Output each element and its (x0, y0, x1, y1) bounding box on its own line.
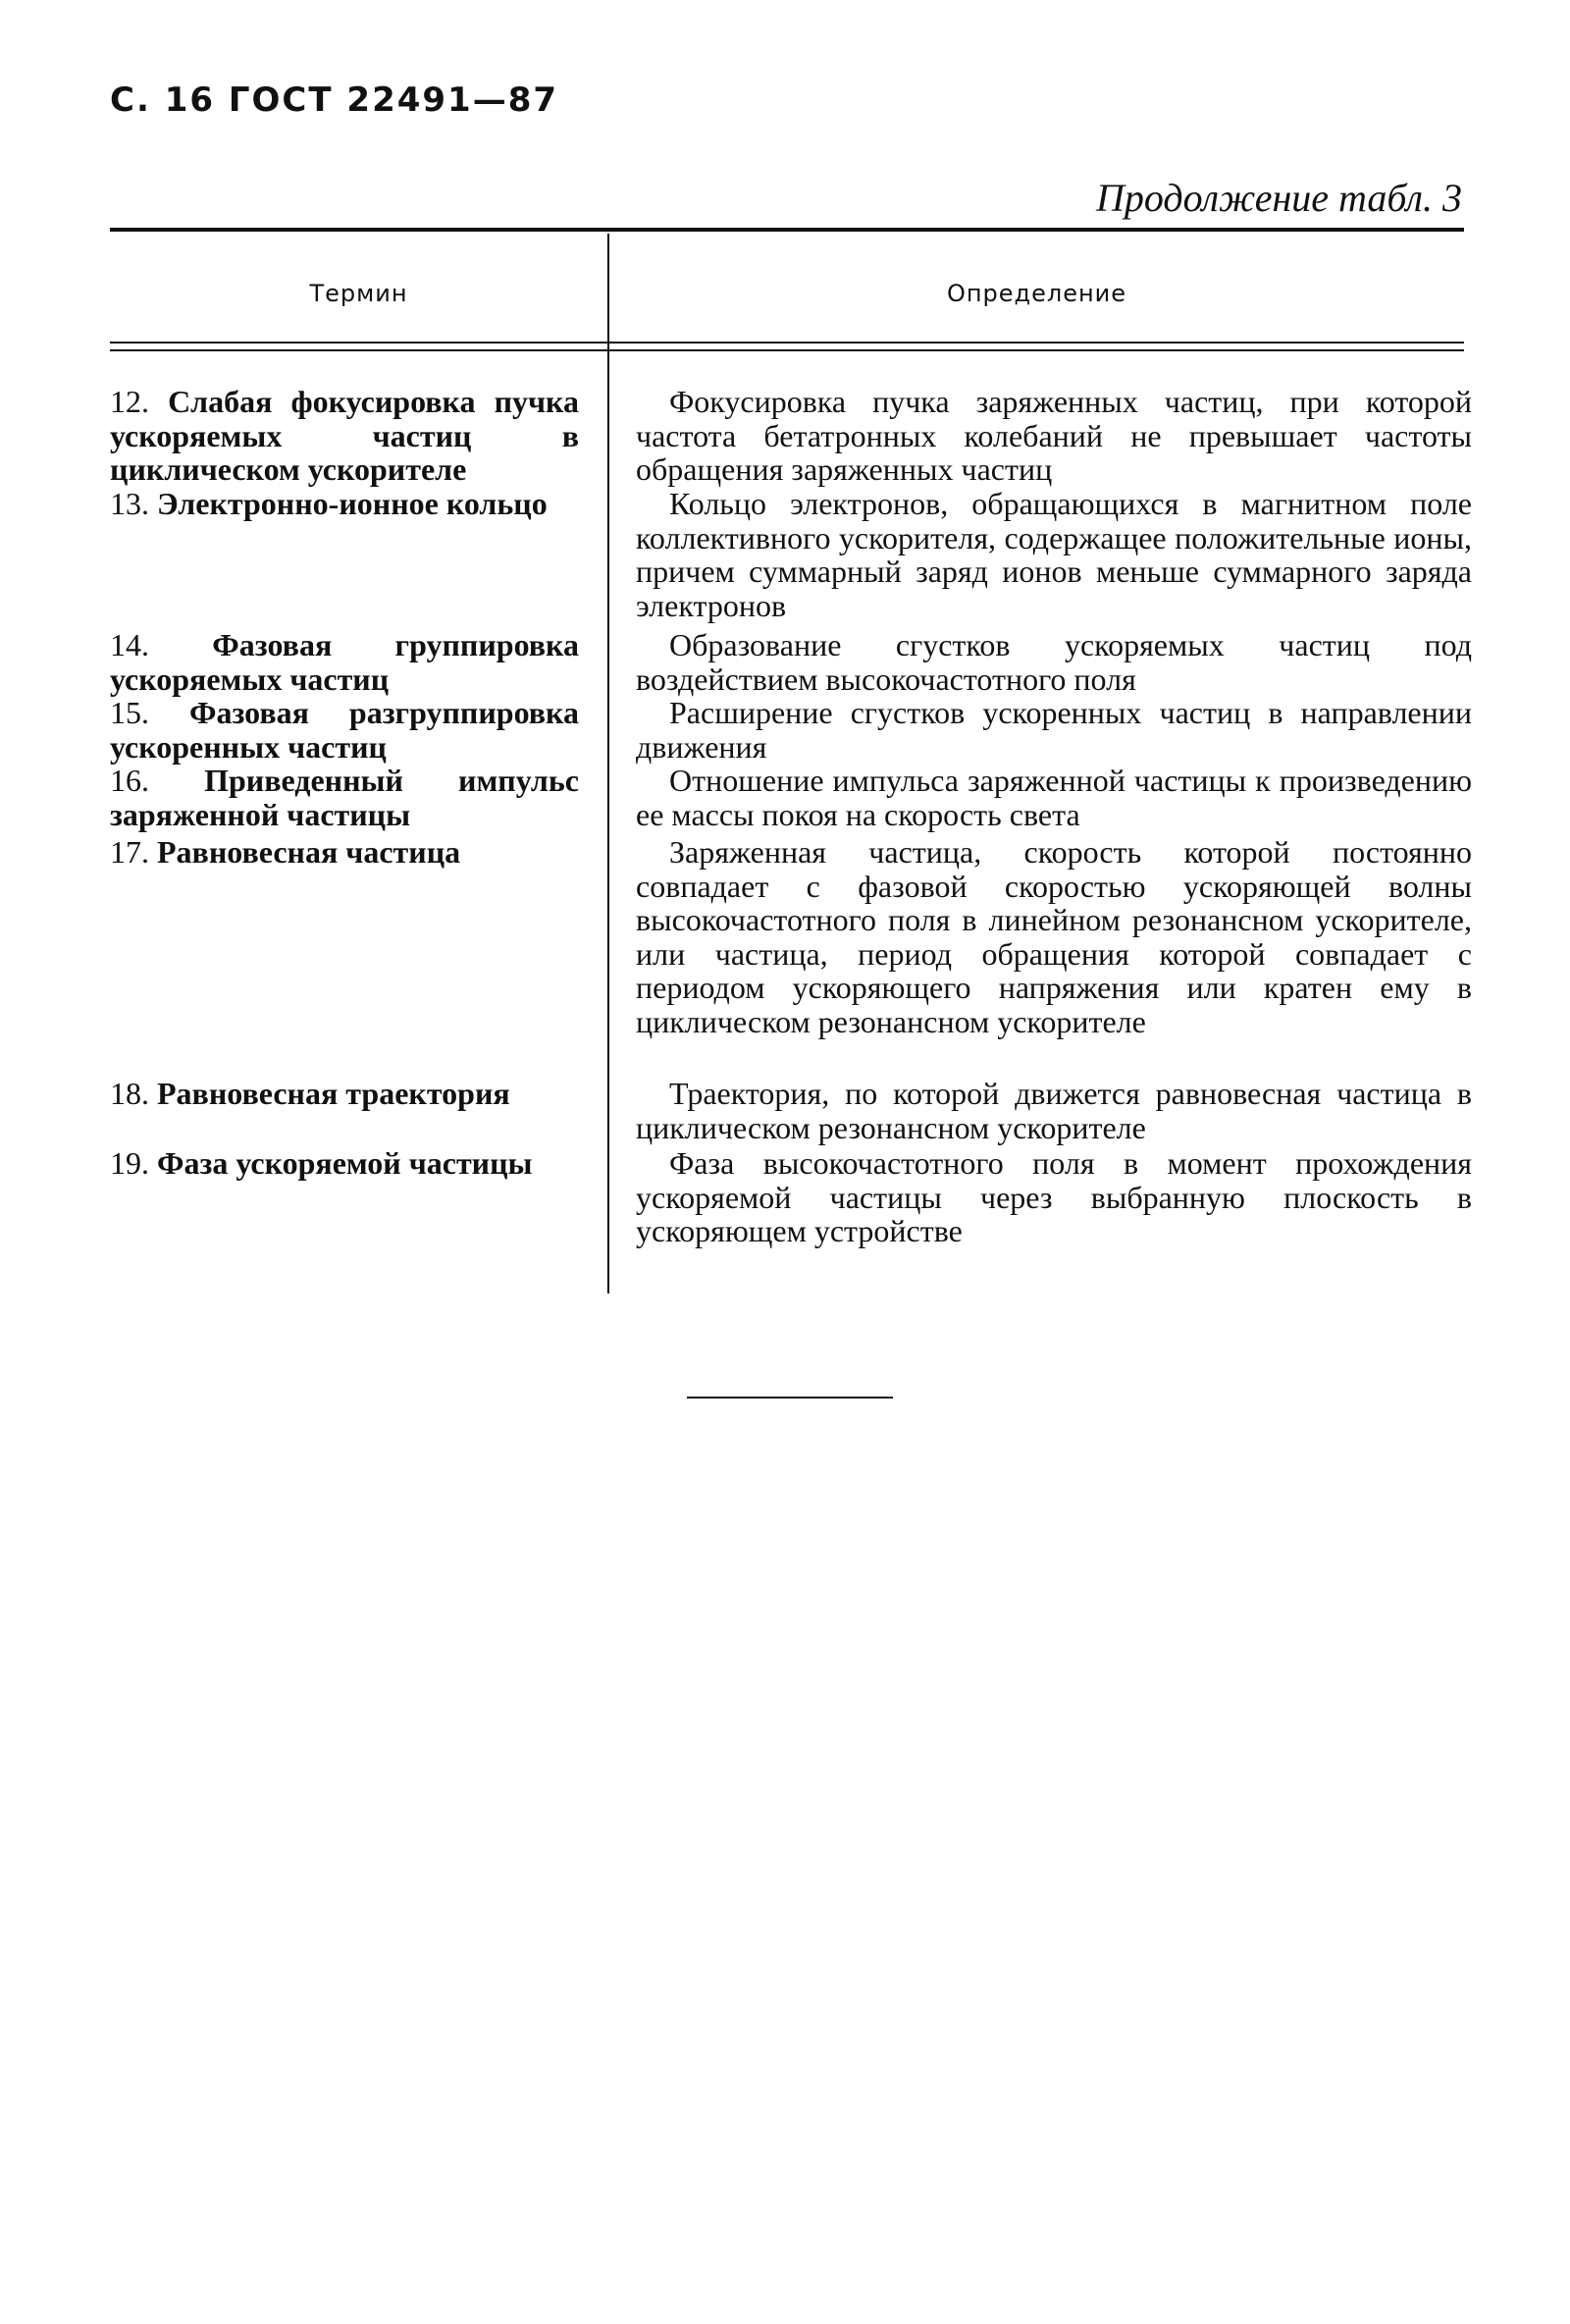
term-cell (110, 696, 579, 764)
term-name: Фазовая разгруппировка ускоренных частиц (110, 695, 579, 765)
term-name: Фаза ускоряемой частицы (157, 1145, 533, 1181)
term-cell (110, 628, 579, 696)
column-divider (607, 234, 609, 1294)
definition-cell: Кольцо электронов, обращающихся в магнитном поле коллективного ускорителя, содержащее положительные ионы, причем суммарный заряд ионов меньше суммарного заряда электронов (636, 486, 1472, 623)
term-number: 14. (110, 627, 149, 662)
term-number: 12. (110, 384, 149, 419)
term-number: 15. (110, 695, 149, 730)
term-number: 19. (110, 1145, 149, 1181)
term-name: Равновесная траектория (157, 1076, 510, 1111)
term-cell (110, 487, 579, 521)
definition-cell: Образование сгустков ускоряемых частиц под воздействием высокочастотного поля (636, 627, 1472, 697)
table-top-rule (110, 228, 1464, 232)
table-continuation-note: Продолжение табл. 3 (1095, 176, 1462, 220)
definition-cell: Заряженная частица, скорость которой постоянно совпадает с фазовой скоростью ускоряющей волны высокочастотного поля в линейном резонансном ускорителе, или частица, период обращения которой совпадает с периодом ускоряющего напряжения или кратен ему в циклическом резонансном ускорителе (636, 834, 1472, 1039)
term-name: Равновесная частица (157, 834, 461, 870)
definition-cell: Расширение сгустков ускоренных частиц в направлении движения (636, 695, 1472, 765)
definition-cell: Отношение импульса заряженной частицы к произведению ее массы покоя на скорость света (636, 763, 1472, 832)
end-of-page-rule (687, 1397, 893, 1399)
term-cell (110, 1077, 579, 1111)
definition-cell: Фаза высокочастотного поля в момент прохождения ускоряемой частицы через выбранную плоскость в ускоряющем устройстве (636, 1145, 1472, 1248)
term-cell (110, 764, 579, 831)
term-name: Слабая фокусировка пучка ускоряемых частиц в циклическом ускорителе (110, 384, 580, 487)
column-header-definition: Определение (946, 280, 1127, 307)
header-rule-upper (110, 342, 1464, 343)
term-number: 18. (110, 1076, 149, 1111)
definition-cell: Фокусировка пучка заряженных частиц, при которой частота бетатронных колебаний не превышает частоты обращения заряженных частиц (636, 384, 1472, 487)
term-name: Приведенный импульс заряженной частицы (110, 763, 580, 832)
term-cell (110, 835, 579, 870)
term-number: 16. (110, 763, 149, 798)
term-number: 17. (110, 834, 149, 870)
term-name: Электронно-ионное кольцо (157, 486, 548, 521)
term-number: 13. (110, 486, 149, 521)
header-rule-lower (110, 349, 1464, 351)
term-cell (110, 1146, 579, 1181)
term-name: Фазовая группировка ускоряемых частиц (110, 627, 579, 697)
term-cell (110, 385, 579, 487)
definition-cell: Траектория, по которой движется равновесная частица в циклическом резонансном ускорителе (636, 1076, 1472, 1145)
column-header-term: Термин (309, 280, 408, 307)
page-header: С. 16 ГОСТ 22491—87 (110, 80, 559, 120)
